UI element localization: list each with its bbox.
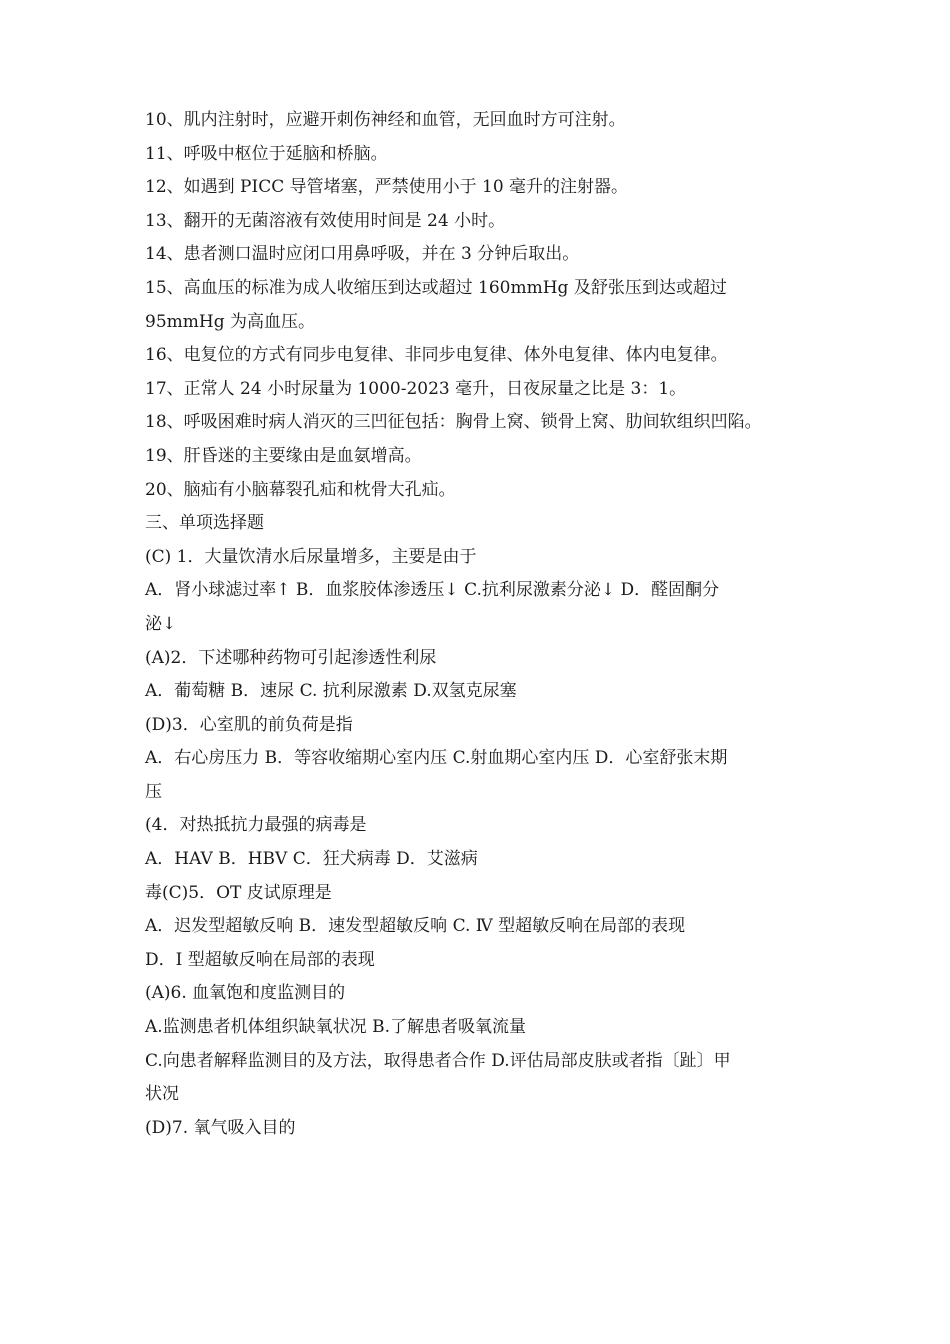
question-line: (D)3．心室肌的前负荷是指 — [145, 714, 353, 735]
text-line: 95mmHg 为高血压。 — [145, 311, 315, 332]
text-line: 20、脑疝有小脑幕裂孔疝和枕骨大孔疝。 — [145, 479, 456, 500]
question-line: (C) 1．大量饮清水后尿量增多，主要是由于 — [145, 546, 477, 567]
options-line: 泌↓ — [145, 613, 177, 634]
options-line: 状况 — [145, 1084, 179, 1105]
options-line: A.监测患者机体组织缺氧状况 B.了解患者吸氧流量 — [145, 1017, 526, 1038]
options-line: 压 — [145, 781, 162, 802]
text-line: 17、正常人 24 小时尿量为 1000-2023 毫升，日夜尿量之比是 3：1。 — [145, 378, 687, 399]
text-line: 12、如遇到 PICC 导管堵塞，严禁使用小于 10 毫升的注射器。 — [145, 177, 629, 198]
text-line: 19、肝昏迷的主要缘由是血氨增高。 — [145, 445, 422, 466]
text-line: 10、肌内注射时，应避开刺伤神经和血管，无回血时方可注射。 — [145, 110, 626, 130]
options-line: A．右心房压力 B．等容收缩期心室内压 C.射血期心室内压 D．心室舒张末期 — [145, 748, 728, 769]
text-line: 18、呼吸困难时病人消灭的三凹征包括：胸骨上窝、锁骨上窝、肋间软组织凹陷。 — [145, 412, 762, 433]
text-line: 13、翻开的无菌溶液有效使用时间是 24 小时。 — [145, 210, 506, 231]
question-line: (4．对热抵抗力最强的病毒是 — [145, 815, 367, 836]
options-line: A．肾小球滤过率↑ B．血浆胶体渗透压↓ C.抗利尿激素分泌↓ D．醛固酮分 — [145, 580, 720, 601]
options-line: A．迟发型超敏反响 B．速发型超敏反响 C. Ⅳ 型超敏反响在局部的表现 — [145, 916, 686, 937]
question-line: (A)6. 血氧饱和度监测目的 — [145, 983, 346, 1004]
section-heading: 三、单项选择题 — [145, 513, 264, 534]
document-page — [145, 106, 810, 1147]
text-line: 16、电复位的方式有同步电复律、非同步电复律、体外电复律、体内电复律。 — [145, 345, 728, 366]
options-line: D．I 型超敏反响在局部的表现 — [145, 949, 375, 970]
text-line: 14、患者测口温时应闭口用鼻呼吸，并在 3 分钟后取出。 — [145, 244, 580, 265]
options-line: A．HAV B．HBV C．狂犬病毒 D．艾滋病 — [145, 849, 478, 870]
question-line: 毒(C)5．OT 皮试原理是 — [145, 882, 332, 903]
text-line: 15、高血压的标准为成人收缩压到达或超过 160mmHg 及舒张压到达或超过 — [145, 277, 727, 298]
text-line: 11、呼吸中枢位于延脑和桥脑。 — [145, 143, 388, 164]
options-line: C.向患者解释监测目的及方法，取得患者合作 D.评估局部皮肤或者指〔趾〕甲 — [145, 1050, 731, 1071]
question-line: (A)2．下述哪种药物可引起渗透性利尿 — [145, 647, 437, 668]
question-line: (D)7. 氧气吸入目的 — [145, 1117, 296, 1138]
options-line: A．葡萄糖 B．速尿 C. 抗利尿激素 D.双氢克尿塞 — [145, 681, 517, 702]
